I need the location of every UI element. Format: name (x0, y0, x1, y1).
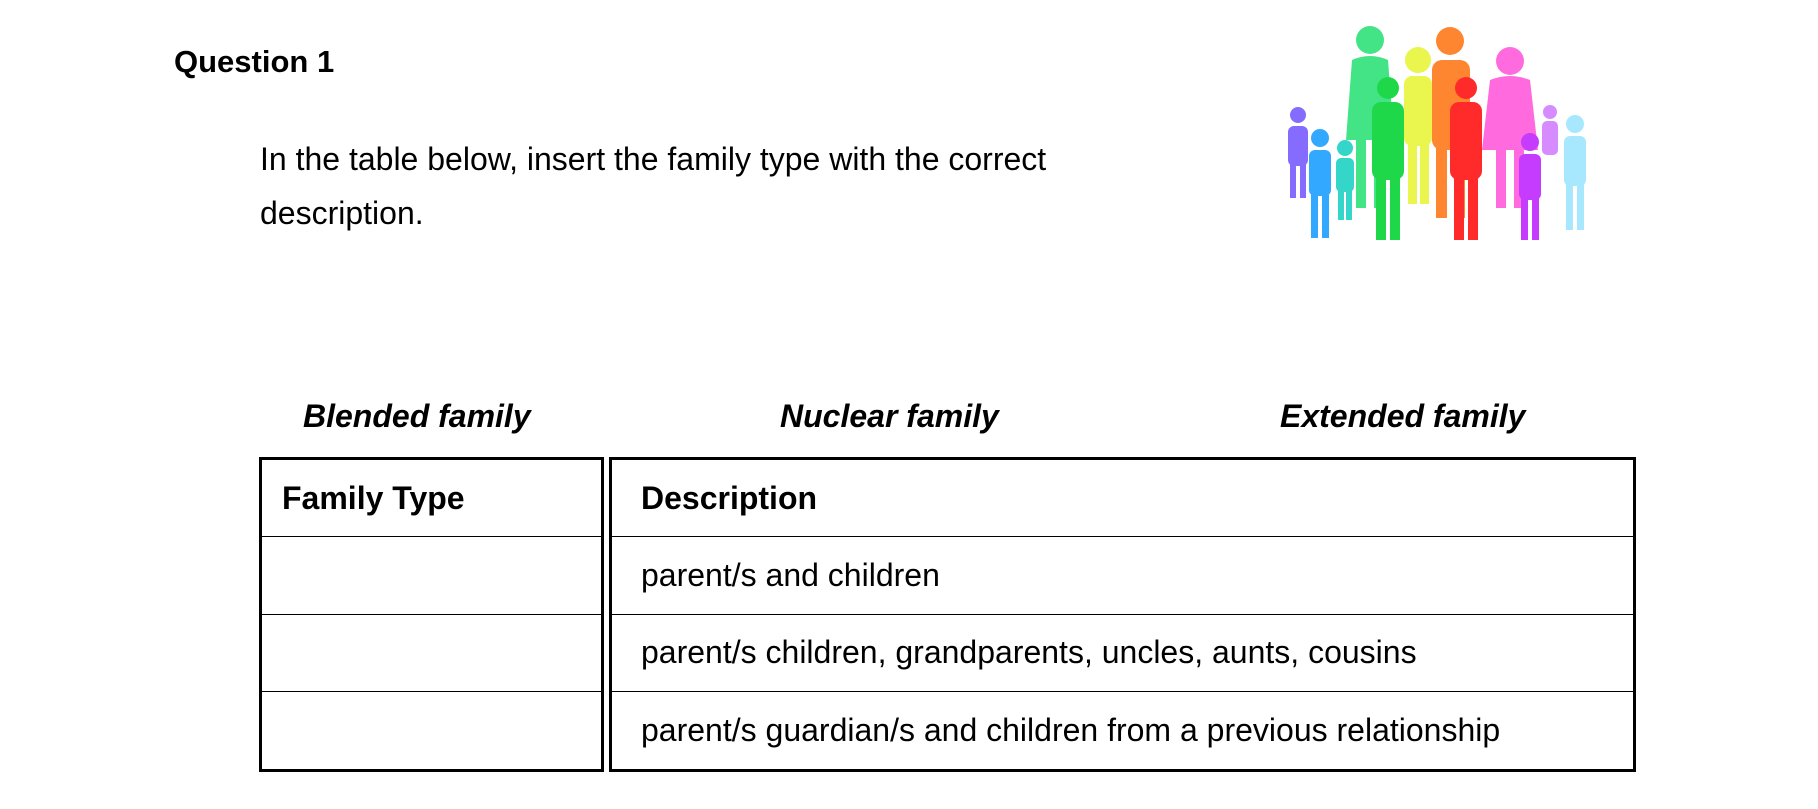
word-bank-option: Extended family (1280, 398, 1526, 434)
family-type-header: Family Type (262, 460, 601, 537)
family-type-column (259, 457, 604, 772)
family-type-answer-cell[interactable] (262, 692, 601, 769)
word-bank-option: Blended family (303, 398, 531, 434)
family-type-table (259, 457, 1636, 772)
family-type-answer-cell[interactable] (262, 537, 601, 614)
question-instructions: In the table below, insert the family type with the correct description. (260, 141, 1047, 231)
description-cell: parent/s and children (612, 537, 1633, 614)
family-group-icon (1270, 20, 1610, 260)
description-cell: parent/s guardian/s and children from a previous relationship (641, 711, 1501, 748)
word-bank (0, 398, 1818, 442)
question-title: Question 1 (174, 44, 335, 79)
word-bank-option: Nuclear family (780, 398, 999, 434)
description-column (609, 457, 1636, 772)
family-type-answer-cell[interactable] (262, 615, 601, 692)
description-cell: parent/s children, grandparents, uncles, aunts, cousins (612, 615, 1633, 692)
description-header: Description (612, 460, 1633, 537)
